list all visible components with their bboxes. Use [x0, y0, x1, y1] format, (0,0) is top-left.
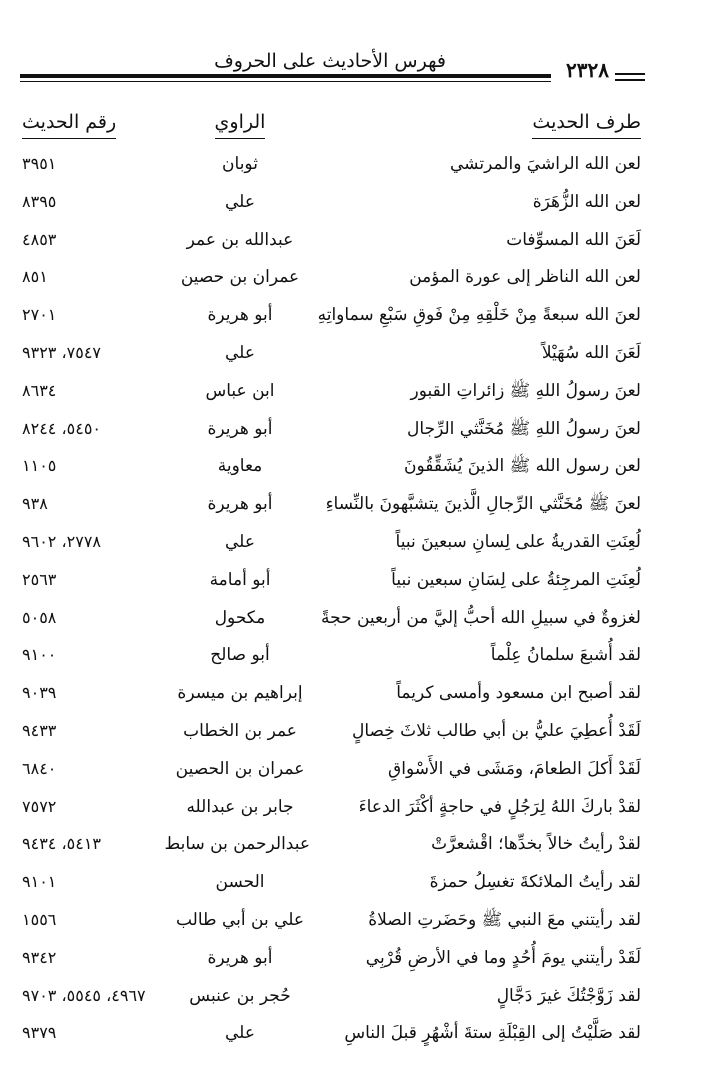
hadith-number: ٢٧٧٨، ٩٦٠٢: [22, 531, 101, 551]
table-row: [0, 259, 703, 297]
hadith-text: لقدْ رأيتُ خالاً بخدِّها؛ اقْشعرَّتْ: [431, 834, 641, 855]
hadith-number: ٤٨٥٣: [22, 229, 57, 249]
hadith-text: لقد أُشبعَ سلمانُ عِلْماً: [490, 645, 641, 666]
table-row: [0, 373, 703, 411]
hadith-text: لقدْ باركَ اللهُ لِرَجُلٍ في حاجةٍ أكْثَرَ الدعاءَ: [358, 796, 641, 817]
hadith-text: لعن الله الناظر إلى عورة المؤمن: [409, 267, 641, 288]
column-header-narrator-label: الراوي: [215, 108, 266, 139]
hadith-number: ٩٣٧٩: [22, 1023, 57, 1043]
table-row: [0, 222, 703, 260]
page-number-rule-bottom: [615, 79, 645, 81]
hadith-number: ٥٠٥٨: [22, 607, 57, 627]
table-header: [0, 108, 703, 140]
hadith-text: لُعِنَتِ المرجِئةُ على لِسَانِ سبعين نبياً: [391, 569, 641, 590]
column-header-number: [22, 108, 172, 139]
table-row: [0, 448, 703, 486]
narrator: عمر بن الخطاب: [183, 720, 297, 741]
table-row: [0, 297, 703, 335]
narrator: جابر بن عبدالله: [186, 796, 294, 817]
table-row: [0, 713, 703, 751]
narrator: أبو أمامة: [209, 569, 271, 590]
hadith-text: لَقَدْ رأيتني يومَ أُحُدٍ وما في الأرضِ قُرْبِي: [365, 947, 641, 968]
table-row: [0, 184, 703, 222]
hadith-text: لقد صَلَّيْتُ إلى القِبْلَةِ ستةَ أشْهُرٍ قبلَ الناسِ: [344, 1023, 641, 1044]
header-rule-thin: [20, 81, 551, 82]
narrator: ابن عباس: [205, 380, 275, 401]
table-row: [0, 486, 703, 524]
hadith-number: ٨٥١: [22, 267, 48, 287]
hadith-text: لَعَنَ الله سُهَيْلاً: [541, 342, 641, 363]
column-header-number-label: رقم الحديث: [22, 108, 116, 139]
hadith-text: لغزوةٌ في سبيلِ الله أحبُّ إليَّ من أربعين حجةً: [320, 607, 641, 628]
table-row: [0, 826, 703, 864]
hadith-text: لَقَدْ أَكلَ الطعامَ، ومَشَى في الأَسْواقِ: [388, 758, 641, 779]
narrator: مكحول: [214, 607, 266, 628]
hadith-text: لُعِنَتِ القدريةُ على لِسانِ سبعينَ نبياً: [395, 531, 641, 552]
table-row: [0, 940, 703, 978]
narrator: عمران بن حصين: [180, 267, 300, 288]
hadith-text: لقد رأيتني معَ النبي ﷺ وحَضَرتِ الصلاةُ: [368, 909, 641, 930]
narrator: علي: [225, 191, 255, 212]
hadith-text: لقد زَوَّجْتُكَ غيرَ دَجَّالٍ: [496, 985, 641, 1006]
page-number-rule-top: [615, 73, 645, 75]
table-row: [0, 751, 703, 789]
hadith-number: ٣٩٥١: [22, 154, 57, 173]
table-row: [0, 1015, 703, 1053]
running-title: فهرس الأحاديث على الحروف: [214, 50, 446, 72]
hadith-number: ٤٩٦٧، ٥٥٤٥، ٩٧٠٣: [22, 985, 146, 1005]
hadith-number: ٩١٠٠: [22, 645, 57, 665]
hadith-text: لَقَدْ أُعطِيَ عليُّ بن أبي طالب ثلاثَ خِصالٍ: [352, 720, 641, 741]
table-row: [0, 524, 703, 562]
hadith-number: ٩١٠١: [22, 872, 57, 892]
narrator: الحسن: [215, 872, 265, 893]
narrator: علي بن أبي طالب: [175, 909, 305, 930]
table-row: [0, 864, 703, 902]
hadith-index-list: [0, 146, 703, 1053]
table-row: [0, 562, 703, 600]
narrator: أبو هريرة: [207, 305, 273, 326]
narrator: علي: [225, 1023, 255, 1044]
table-row: [0, 637, 703, 675]
hadith-text: لَعَنَ الله المسوِّفات: [506, 229, 641, 250]
narrator: أبو صالح: [210, 645, 270, 666]
narrator: عبدالله بن عمر: [186, 229, 294, 250]
hadith-text: لعن رسول الله ﷺ الذينَ يُشَقِّقُونَ: [404, 456, 641, 477]
table-row: [0, 789, 703, 827]
hadith-number: ٩٣٤٢: [22, 947, 57, 967]
narrator: حُجر بن عنبس: [189, 985, 291, 1006]
narrator: أبو هريرة: [207, 947, 273, 968]
hadith-text: لعن الله الراشيَ والمرتشي: [450, 154, 641, 174]
hadith-text: لعنَ رسولُ اللهِ ﷺ مُخَنَّثي الرِّجال: [407, 418, 641, 439]
hadith-number: ٦٨٤٠: [22, 758, 57, 778]
narrator: إبراهيم بن ميسرة: [177, 683, 303, 704]
hadith-number: ٧٥٧٢: [22, 796, 57, 816]
hadith-number: ٨٣٩٥: [22, 191, 57, 211]
hadith-number: ٧٥٤٧، ٩٣٢٣: [22, 342, 101, 362]
hadith-number: ٥٤٥٠، ٨٢٤٤: [22, 418, 101, 438]
hadith-text: لعنَ الله سبعةً مِنْ خَلْقِهِ مِنْ فَوقِ سَبْعِ سماواتِهِ: [317, 305, 641, 326]
column-header-hadith-label: طرف الحديث: [532, 108, 641, 139]
narrator: أبو هريرة: [207, 494, 273, 515]
hadith-number: ١١٠٥: [22, 456, 57, 476]
hadith-number: ٥٤١٣، ٩٤٣٤: [22, 834, 101, 854]
table-row: [0, 146, 703, 184]
hadith-number: ٩٠٣٩: [22, 683, 57, 703]
hadith-text: لعنَ رسولُ اللهِ ﷺ زائراتِ القبور: [410, 380, 641, 401]
table-row: [0, 335, 703, 373]
narrator: علي: [225, 531, 255, 552]
header-rule-thick: [20, 74, 551, 78]
hadith-number: ٢٧٠١: [22, 305, 57, 325]
narrator: ثوبان: [222, 154, 258, 174]
hadith-number: ١٥٥٦: [22, 909, 57, 929]
narrator: عمران بن الحصين: [175, 758, 305, 779]
table-row: [0, 978, 703, 1016]
narrator: معاوية: [217, 456, 263, 477]
narrator: عبدالرحمن بن سابط: [164, 834, 310, 855]
hadith-number: ٢٥٦٣: [22, 569, 57, 589]
page-number: ٢٣٢٨: [560, 58, 615, 82]
narrator: علي: [225, 342, 255, 363]
hadith-text: لعن الله الزُّهَرَة: [532, 191, 641, 212]
hadith-text: لعنَ ﷺ مُخَنَّثي الرِّجالِ الَّذينَ يتشبَّهونَ بالنِّساءِ: [325, 494, 641, 515]
hadith-number: ٩٣٨: [22, 494, 48, 514]
hadith-number: ٨٦٣٤: [22, 380, 57, 400]
table-row: [0, 411, 703, 449]
hadith-text: لقد رأيتُ الملائكةَ تغسِلُ حمزةَ: [429, 872, 641, 893]
table-row: [0, 675, 703, 713]
table-row: [0, 902, 703, 940]
hadith-number: ٩٤٣٣: [22, 720, 57, 740]
table-row: [0, 600, 703, 638]
narrator: أبو هريرة: [207, 418, 273, 439]
column-header-narrator: [170, 108, 310, 139]
hadith-text: لقد أصبح ابن مسعود وأمسى كريماً: [396, 683, 641, 704]
